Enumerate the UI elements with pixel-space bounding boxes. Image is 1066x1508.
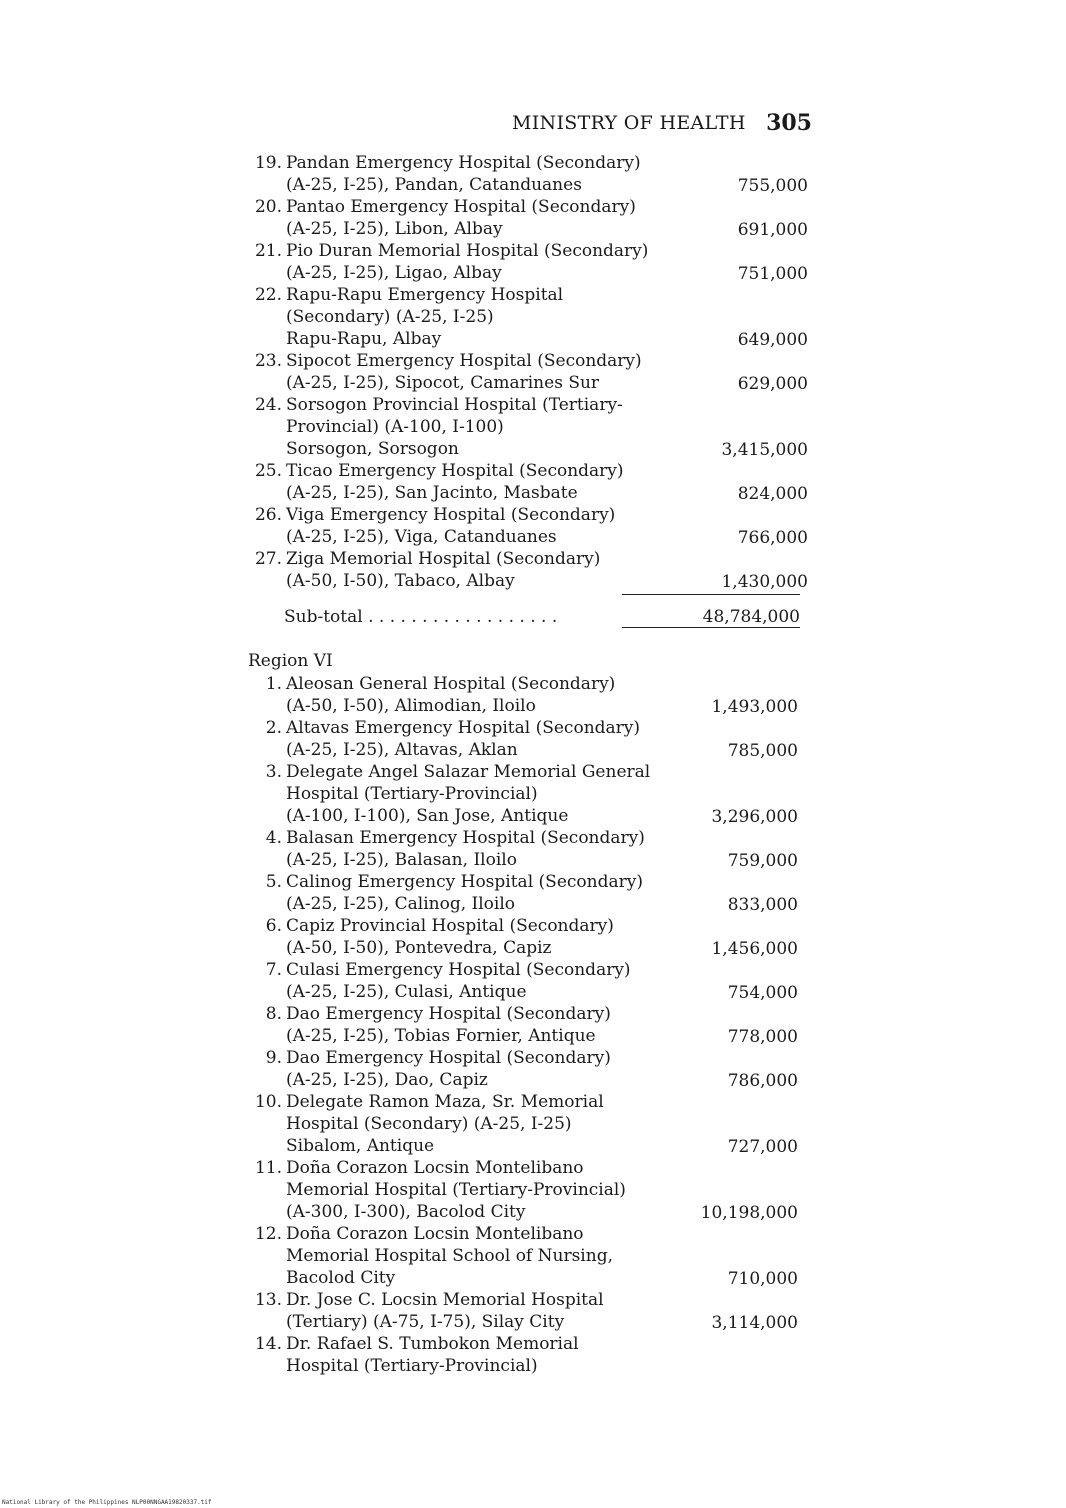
- item-amount: 785,000: [727, 741, 798, 761]
- item-number: 10.: [254, 1092, 282, 1112]
- item-amount: 1,456,000: [711, 939, 798, 959]
- item-amount: 649,000: [737, 330, 808, 350]
- item-text-line: Sorsogon, Sorsogon: [286, 439, 459, 459]
- item-amount: 629,000: [737, 374, 808, 394]
- item-number: 5.: [265, 872, 282, 892]
- item-amount: 766,000: [737, 528, 808, 548]
- item-text-line: (A-25, I-25), San Jacinto, Masbate: [286, 483, 578, 503]
- item-number: 13.: [254, 1290, 282, 1310]
- item-text-line: Ziga Memorial Hospital (Secondary): [286, 549, 601, 569]
- item-number: 2.: [265, 718, 282, 738]
- item-text-line: (A-50, I-50), Tabaco, Albay: [286, 571, 515, 591]
- item-amount: 824,000: [737, 484, 808, 504]
- region-heading: Region VI: [248, 651, 333, 671]
- item-amount: 754,000: [727, 983, 798, 1003]
- item-text-line: Dao Emergency Hospital (Secondary): [286, 1004, 611, 1024]
- item-text-line: Memorial Hospital (Tertiary-Provincial): [286, 1180, 626, 1200]
- item-amount: 759,000: [727, 851, 798, 871]
- item-text-line: Calinog Emergency Hospital (Secondary): [286, 872, 643, 892]
- item-text-line: (A-25, I-25), Calinog, Iloilo: [286, 894, 516, 914]
- item-text-line: Capiz Provincial Hospital (Secondary): [286, 916, 614, 936]
- item-number: 6.: [265, 916, 282, 936]
- item-number: 11.: [254, 1158, 282, 1178]
- item-text-line: Dr. Rafael S. Tumbokon Memorial: [286, 1334, 579, 1354]
- item-text-line: Doña Corazon Locsin Montelibano: [286, 1224, 584, 1244]
- item-amount: 691,000: [737, 220, 808, 240]
- item-text-line: Dr. Jose C. Locsin Memorial Hospital: [286, 1290, 604, 1310]
- item-text-line: Delegate Angel Salazar Memorial General: [286, 762, 651, 782]
- item-number: 22.: [254, 285, 282, 305]
- item-number: 25.: [254, 461, 282, 481]
- item-text-line: Doña Corazon Locsin Montelibano: [286, 1158, 584, 1178]
- item-text-line: (A-300, I-300), Bacolod City: [286, 1202, 526, 1222]
- item-text-line: Ticao Emergency Hospital (Secondary): [286, 461, 624, 481]
- item-number: 9.: [265, 1048, 282, 1068]
- item-text-line: (A-50, I-50), Alimodian, Iloilo: [286, 696, 536, 716]
- item-text-line: Delegate Ramon Maza, Sr. Memorial: [286, 1092, 604, 1112]
- item-text-line: Sorsogon Provincial Hospital (Tertiary-: [286, 395, 623, 415]
- item-amount: 1,430,000: [721, 572, 808, 592]
- item-number: 4.: [265, 828, 282, 848]
- item-text-line: (A-25, I-25), Sipocot, Camarines Sur: [286, 373, 600, 393]
- item-number: 23.: [254, 351, 282, 371]
- item-text-line: (A-25, I-25), Ligao, Albay: [286, 263, 502, 283]
- item-number: 26.: [254, 505, 282, 525]
- item-number: 7.: [265, 960, 282, 980]
- item-amount: 1,493,000: [711, 697, 798, 717]
- item-text-line: Pio Duran Memorial Hospital (Secondary): [286, 241, 649, 261]
- item-text-line: Sipocot Emergency Hospital (Secondary): [286, 351, 642, 371]
- item-number: 21.: [254, 241, 282, 261]
- item-text-line: Balasan Emergency Hospital (Secondary): [286, 828, 645, 848]
- item-text-line: Viga Emergency Hospital (Secondary): [286, 505, 616, 525]
- item-number: 27.: [254, 549, 282, 569]
- item-text-line: Memorial Hospital School of Nursing,: [286, 1246, 613, 1266]
- item-text-line: Sibalom, Antique: [286, 1136, 435, 1156]
- item-text-line: Bacolod City: [286, 1268, 396, 1288]
- item-number: 24.: [254, 395, 282, 415]
- running-header: [512, 110, 812, 140]
- item-text-line: Rapu-Rapu Emergency Hospital: [286, 285, 564, 305]
- item-number: 12.: [254, 1224, 282, 1244]
- header-title: MINISTRY OF HEALTH: [512, 112, 746, 134]
- item-text-line: Culasi Emergency Hospital (Secondary): [286, 960, 631, 980]
- item-text-line: Hospital (Tertiary-Provincial): [286, 1356, 538, 1376]
- item-text-line: (A-25, I-25), Libon, Albay: [286, 219, 503, 239]
- item-text-line: (A-100, I-100), San Jose, Antique: [286, 806, 569, 826]
- item-text-line: Hospital (Secondary) (A-25, I-25): [286, 1114, 572, 1134]
- item-text-line: Altavas Emergency Hospital (Secondary): [286, 718, 641, 738]
- item-text-line: Provincial) (A-100, I-100): [286, 417, 504, 437]
- item-amount: 710,000: [727, 1269, 798, 1289]
- item-text-line: (A-25, I-25), Dao, Capiz: [286, 1070, 488, 1090]
- item-amount: 3,114,000: [711, 1313, 798, 1333]
- item-text-line: (A-25, I-25), Pandan, Catanduanes: [286, 175, 582, 195]
- item-amount: 755,000: [737, 176, 808, 196]
- item-text-line: Hospital (Tertiary-Provincial): [286, 784, 538, 804]
- item-text-line: Rapu-Rapu, Albay: [286, 329, 442, 349]
- footer-text: National Library of the Philippines NLP00NNGAA19820337.tif: [2, 1499, 212, 1506]
- item-amount: 778,000: [727, 1027, 798, 1047]
- item-amount: 786,000: [727, 1071, 798, 1091]
- item-number: 19.: [254, 153, 282, 173]
- item-number: 3.: [265, 762, 282, 782]
- item-text-line: (A-25, I-25), Culasi, Antique: [286, 982, 527, 1002]
- item-amount: 751,000: [737, 264, 808, 284]
- item-number: 8.: [265, 1004, 282, 1024]
- item-number: 20.: [254, 197, 282, 217]
- column-rule: [622, 594, 800, 595]
- item-amount: 727,000: [727, 1137, 798, 1157]
- item-amount: 3,415,000: [721, 440, 808, 460]
- item-text-line: Aleosan General Hospital (Secondary): [286, 674, 616, 694]
- item-text-line: Pandan Emergency Hospital (Secondary): [286, 153, 641, 173]
- item-text-line: Pantao Emergency Hospital (Secondary): [286, 197, 636, 217]
- item-amount: 10,198,000: [700, 1203, 798, 1223]
- item-number: 14.: [254, 1334, 282, 1354]
- item-text-line: (A-25, I-25), Balasan, Iloilo: [286, 850, 517, 870]
- item-text-line: (A-25, I-25), Tobias Fornier, Antique: [286, 1026, 596, 1046]
- item-text-line: Dao Emergency Hospital (Secondary): [286, 1048, 611, 1068]
- item-amount: 3,296,000: [711, 807, 798, 827]
- subtotal-label: Sub-total . . . . . . . . . . . . . . . . . .: [284, 607, 558, 627]
- page-number: 305: [766, 110, 812, 136]
- item-text-line: (Tertiary) (A-75, I-75), Silay City: [286, 1312, 565, 1332]
- item-number: 1.: [265, 674, 282, 694]
- item-text-line: (A-25, I-25), Altavas, Aklan: [286, 740, 518, 760]
- item-text-line: (A-25, I-25), Viga, Catanduanes: [286, 527, 557, 547]
- item-text-line: (Secondary) (A-25, I-25): [286, 307, 494, 327]
- item-text-line: (A-50, I-50), Pontevedra, Capiz: [286, 938, 552, 958]
- subtotal-amount: 48,784,000: [702, 607, 800, 627]
- item-amount: 833,000: [727, 895, 798, 915]
